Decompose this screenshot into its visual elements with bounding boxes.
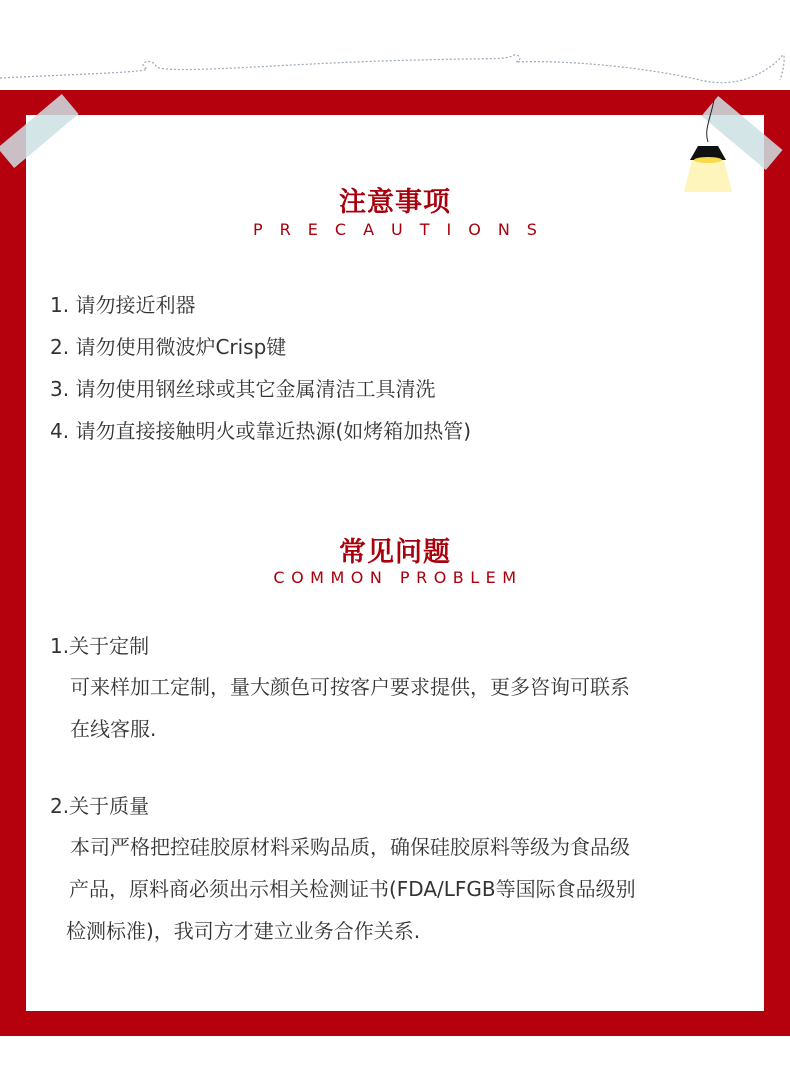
faq-item-quality	[50, 786, 750, 952]
list-item: 3. 请勿使用钢丝球或其它金属清洁工具清洗	[50, 377, 436, 401]
precautions-list	[50, 284, 471, 452]
faq-answer-line: 产品，原料商必须出示相关检测证书(FDA/LFGB等国际食品级别	[69, 877, 636, 901]
faq-answer	[50, 666, 770, 750]
precautions-title: 注意事项	[339, 187, 451, 218]
faq-title: 常见问题	[339, 537, 451, 568]
faq-question: 2.关于质量	[50, 794, 150, 818]
list-item: 1. 请勿接近利器	[50, 293, 196, 317]
list-item: 4. 请勿直接接触明火或靠近热源(如烤箱加热管)	[50, 419, 472, 443]
faq-question: 1.关于定制	[50, 634, 150, 658]
faq-item-custom	[50, 626, 770, 750]
faq-answer-line: 本司严格把控硅胶原材料采购品质，确保硅胶原料等级为食品级	[70, 835, 630, 859]
faq-answer-line: 可来样加工定制，量大颜色可按客户要求提供，更多咨询可联系	[70, 675, 630, 699]
faq-answer-line: 在线客服.	[70, 717, 157, 741]
list-item: 2. 请勿使用微波炉Crisp键	[50, 335, 287, 359]
precautions-subtitle: PRECAUTIONS	[253, 220, 554, 239]
faq-subtitle: COMMON PROBLEM	[273, 568, 523, 587]
faq-answer	[50, 826, 750, 952]
faq-answer-line: 检测标准)，我司方才建立业务合作关系.	[66, 919, 421, 943]
